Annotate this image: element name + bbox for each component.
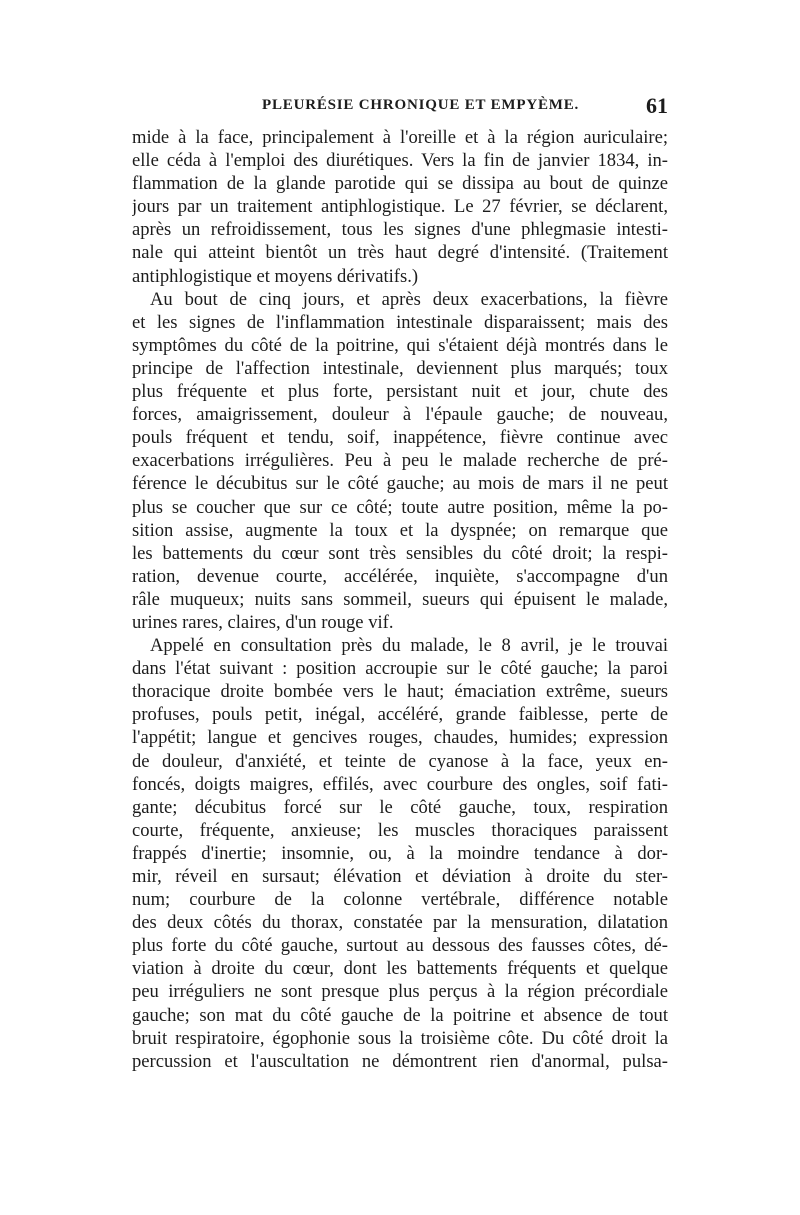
- text-line: viation à droite du cœur, dont les battements fréquents et quelque: [132, 958, 668, 980]
- text-line: flammation de la glande parotide qui se dissipa au bout de quinze: [132, 173, 668, 195]
- text-line: ration, devenue courte, accélérée, inquiète, s'accompagne d'un: [132, 565, 668, 587]
- text-line: l'appétit; langue et gencives rouges, chaudes, humides; expression: [132, 727, 668, 749]
- text-line: férence le décubitus sur le côté gauche; au mois de mars il ne peut: [132, 473, 668, 495]
- paragraph-first-line: Appelé en consultation près du malade, le 8 avril, je le trouvai: [150, 635, 668, 657]
- text-line: principe de l'affection intestinale, deviennent plus marqués; toux: [132, 357, 668, 379]
- text-line: gante; décubitus forcé sur le côté gauche, toux, respiration: [132, 796, 668, 818]
- text-line: gauche; son mat du côté gauche de la poitrine et absence de tout: [132, 1004, 668, 1026]
- text-line: percussion et l'auscultation ne démontrent rien d'anormal, pulsa-: [132, 1050, 668, 1072]
- page-number: 61: [646, 93, 668, 118]
- page-header: [132, 93, 668, 123]
- text-line: sition assise, augmente la toux et la dyspnée; on remarque que: [132, 519, 668, 541]
- text-line: mide à la face, principalement à l'oreille et à la région auriculaire;: [132, 127, 668, 148]
- text-line: urines rares, claires, d'un rouge vif.: [132, 611, 394, 633]
- text-line: thoracique droite bombée vers le haut; émaciation extrême, sueurs: [132, 681, 668, 703]
- text-line: profuses, pouls petit, inégal, accéléré, grande faiblesse, perte de: [132, 704, 668, 726]
- text-line: antiphlogistique et moyens dérivatifs.): [132, 265, 419, 287]
- text-line: râle muqueux; nuits sans sommeil, sueurs qui épuisent le malade,: [132, 588, 668, 610]
- body-text: [132, 126, 668, 1073]
- text-line: dans l'état suivant : position accroupie sur le côté gauche; la paroi: [132, 658, 668, 680]
- text-line: après un refroidissement, tous les signes d'une phlegmasie intesti-: [132, 219, 668, 241]
- text-line: elle céda à l'emploi des diurétiques. Vers la fin de janvier 1834, in-: [132, 150, 668, 172]
- text-line: jours par un traitement antiphlogistique. Le 27 février, se déclarent,: [132, 196, 668, 218]
- text-line: les battements du cœur sont très sensibles du côté droit; la respi-: [132, 542, 668, 564]
- text-line: des deux côtés du thorax, constatée par la mensuration, dilatation: [132, 912, 668, 934]
- text-line: peu irréguliers ne sont presque plus perçus à la région précordiale: [132, 981, 668, 1003]
- text-line: courte, fréquente, anxieuse; les muscles thoraciques paraissent: [132, 819, 668, 841]
- text-line: num; courbure de la colonne vertébrale, différence notable: [132, 889, 668, 911]
- text-line: pouls fréquent et tendu, soif, inappétence, fièvre continue avec: [132, 427, 668, 449]
- text-line: symptômes du côté de la poitrine, qui s'étaient déjà montrés dans le: [132, 334, 668, 356]
- text-line: de douleur, d'anxiété, et teinte de cyanose à la face, yeux en-: [132, 750, 668, 772]
- text-line: forces, amaigrissement, douleur à l'épaule gauche; de nouveau,: [132, 404, 668, 426]
- text-line: et les signes de l'inflammation intestinale disparaissent; mais des: [132, 311, 668, 333]
- text-line: exacerbations irrégulières. Peu à peu le malade recherche de pré-: [132, 450, 668, 472]
- text-line: plus se coucher que sur ce côté; toute autre position, même la po-: [132, 496, 668, 518]
- running-title: PLEURÉSIE CHRONIQUE ET EMPYÈME.: [262, 97, 580, 113]
- paragraph-first-line: Au bout de cinq jours, et après deux exacerbations, la fièvre: [150, 288, 668, 310]
- text-line: frappés d'inertie; insomnie, ou, à la moindre tendance à dor-: [132, 842, 668, 864]
- text-line: plus forte du côté gauche, surtout au dessous des fausses côtes, dé-: [132, 935, 668, 957]
- text-line: nale qui atteint bientôt un très haut degré d'intensité. (Traitement: [132, 242, 668, 264]
- text-line: bruit respiratoire, égophonie sous la troisième côte. Du côté droit la: [132, 1027, 668, 1049]
- text-line: foncés, doigts maigres, effilés, avec courbure des ongles, soif fati-: [132, 773, 668, 795]
- text-line: plus fréquente et plus forte, persistant nuit et jour, chute des: [132, 381, 668, 403]
- text-line: mir, réveil en sursaut; élévation et déviation à droite du ster-: [132, 866, 668, 887]
